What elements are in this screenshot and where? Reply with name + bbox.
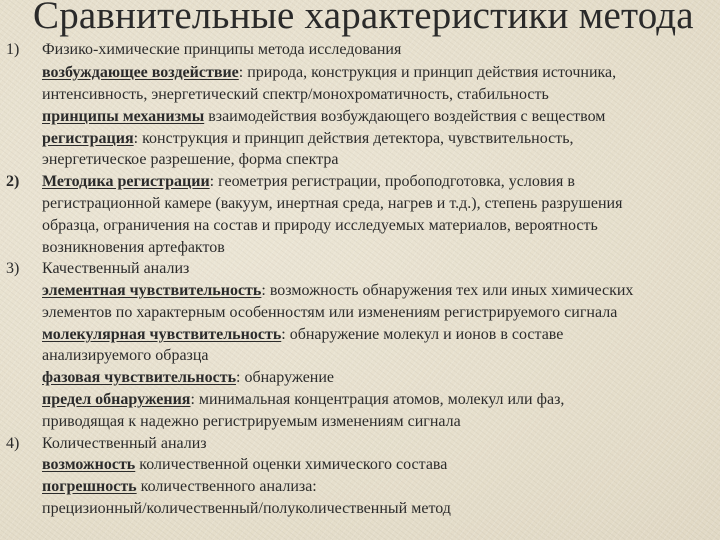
text-line (42, 391, 564, 409)
line-text: возникновения артефактов (42, 239, 225, 256)
line-text: приводящая к надежно регистрируемым изменениям сигнала (42, 413, 461, 430)
term: принципы механизмы (42, 108, 205, 125)
term: предел обнаружения (42, 391, 191, 408)
text-line (42, 108, 605, 126)
item-number: 3) (6, 260, 20, 277)
text-line (42, 304, 617, 322)
item-number: 1) (6, 41, 20, 58)
text-line (42, 347, 209, 365)
text-line (42, 500, 451, 518)
term: погрешность (42, 478, 137, 495)
term: регистрация (42, 130, 134, 147)
line-text: количественного анализа: (136, 478, 317, 495)
line-text: энергетическое разрешение, форма спектра (42, 151, 339, 168)
line-text: регистрационной камере (вакуум, инертная среда, нагрев и т.д.), степень разрушения (42, 195, 623, 212)
text-line (42, 86, 549, 104)
line-text: интенсивность, энергетический спектр/монохроматичность, стабильность (42, 86, 549, 103)
text-line (42, 195, 622, 213)
item-heading: Количественный анализ (42, 435, 207, 452)
slide-title: Сравнительные характеристики метода (33, 0, 694, 37)
line-text: образца, ограничения на состав и природу исследуемых материалов, вероятность (42, 217, 598, 234)
line-text: взаимодействия возбуждающего воздействия с веществом (204, 108, 606, 125)
term: Методика регистрации (42, 173, 210, 190)
line-text: количественной оценки химического состава (135, 456, 448, 473)
line-text: элементов по характерным особенностям или изменениям регистрируемого сигнала (42, 304, 618, 321)
term: возможность (42, 456, 136, 473)
item-heading (42, 173, 575, 191)
line-text: анализируемого образца (42, 347, 209, 364)
item-number: 4) (6, 435, 20, 452)
text-line (42, 239, 225, 257)
text-line (42, 130, 573, 148)
item-number: 2) (6, 173, 20, 190)
line-text: : конструкция и принцип действия детектора, чувствительность, (133, 130, 574, 147)
term: элементная чувствительность (42, 282, 262, 299)
line-text: : минимальная концентрация атомов, молекул или фаз, (190, 391, 565, 408)
item-heading: Физико-химические принципы метода исследования (42, 41, 402, 58)
text-line (42, 217, 598, 235)
term: фазовая чувствительность (42, 369, 237, 386)
text-line (42, 456, 447, 474)
text-line (42, 151, 338, 169)
text-line (42, 413, 461, 431)
term: возбуждающее воздействие (42, 64, 239, 81)
term: молекулярная чувствительность (42, 326, 282, 343)
line-text: прецизионный/количественный/полуколичественный метод (42, 500, 451, 517)
text-line (42, 369, 334, 387)
line-text: : природа, конструкция и принцип действия источника, (238, 64, 617, 81)
text-line (42, 478, 317, 496)
line-text: : геометрия регистрации, пробоподготовка, условия в (209, 173, 575, 190)
item-heading: Качественный анализ (42, 260, 190, 277)
text-line (42, 64, 616, 82)
line-text: : обнаружение молекул и ионов в составе (281, 326, 564, 343)
text-line (42, 282, 633, 300)
line-text: : возможность обнаружения тех или иных химических (261, 282, 634, 299)
text-line (42, 326, 563, 344)
line-text: : обнаружение (236, 369, 335, 386)
